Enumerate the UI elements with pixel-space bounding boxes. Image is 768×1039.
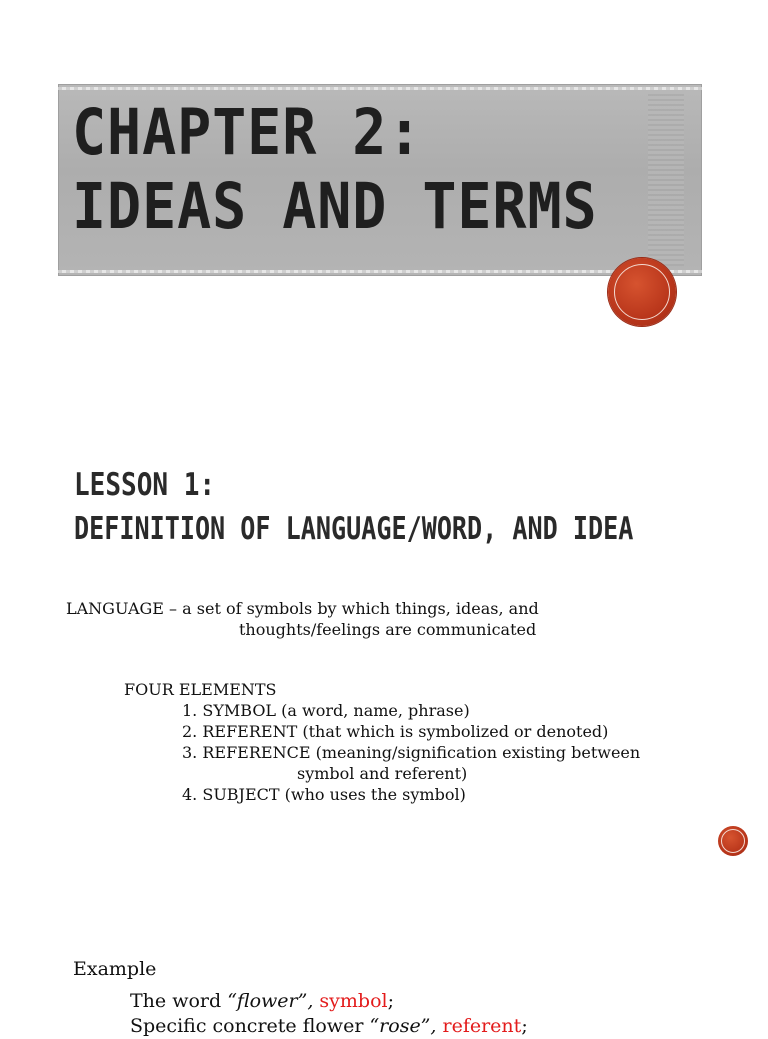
definition-line-2: thoughts/feelings are communicated [239, 620, 537, 639]
example-word-flower: “flower” [227, 990, 308, 1012]
decorative-circle-small [718, 826, 748, 856]
example-line-symbol [130, 988, 394, 1014]
element-item-reference-continued: symbol and referent) [297, 764, 468, 783]
example-line2-prefix: Specific concrete flower [130, 1015, 370, 1037]
referent-term: referent [442, 1015, 522, 1037]
example-line1-prefix: The word [130, 990, 228, 1012]
chapter-title-line2: IDEAS AND TERMS [72, 170, 598, 243]
lesson-title: DEFINITION OF LANGUAGE/WORD, AND IDEA [74, 511, 634, 547]
chapter-title-band [58, 84, 702, 276]
example-line1-end: ; [387, 990, 395, 1012]
example-word-rose: “rose” [369, 1015, 431, 1037]
example-line1-comma: , [307, 990, 320, 1012]
element-item-reference: 3. REFERENCE (meaning/signification existing between [182, 743, 641, 762]
definition-line-1: LANGUAGE – a set of symbols by which things, ideas, and [66, 599, 539, 618]
elements-heading: FOUR ELEMENTS [124, 680, 277, 699]
decorative-circle-large [608, 258, 676, 326]
band-texture [648, 94, 684, 266]
example-heading: Example [73, 958, 157, 980]
chapter-title-line1: CHAPTER 2: [72, 96, 423, 169]
lesson-label: LESSON 1: [74, 467, 216, 503]
example-line2-end: ; [521, 1015, 528, 1037]
example-line2-comma: , [430, 1015, 443, 1037]
element-item-subject: 4. SUBJECT (who uses the symbol) [182, 785, 466, 804]
element-item-symbol: 1. SYMBOL (a word, name, phrase) [182, 701, 470, 720]
element-item-referent: 2. REFERENT (that which is symbolized or denoted) [182, 722, 609, 741]
symbol-term: symbol [319, 990, 388, 1012]
example-line-referent [130, 1013, 528, 1039]
chapter-title [72, 96, 598, 244]
